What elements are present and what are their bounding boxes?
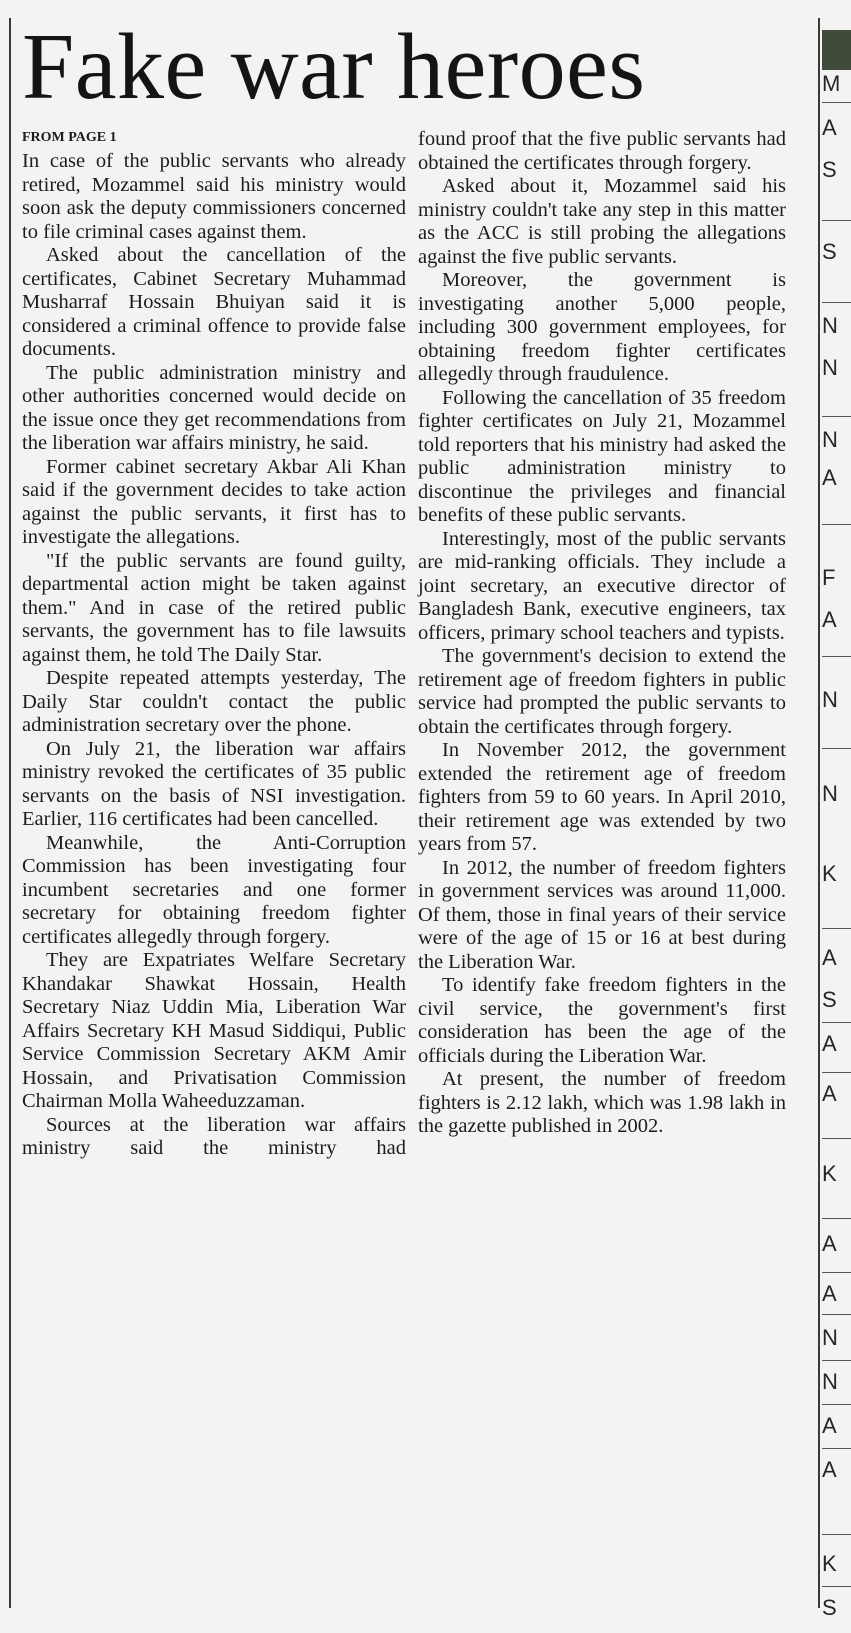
paragraph: Meanwhile, the Anti-Corruption Commission has been investigating four incumbent secretaries and one former secretary for obtaining freedom fighter certificates allegedly through forgery. (22, 831, 406, 948)
sidebar-letter: S (822, 239, 837, 264)
sidebar-letter: K (822, 1551, 837, 1576)
sidebar-letter: A (822, 945, 837, 970)
paragraph: The government's decision to extend the retirement age of freedom fighters in public service had prompted the public servants to obtain the certificates through forgery. (418, 645, 786, 738)
sidebar-rule (822, 656, 851, 657)
sidebar-header-block (822, 30, 851, 70)
sidebar-rule (822, 1404, 851, 1405)
paragraph: They are Expatriates Welfare Secretary Khandakar Shawkat Hossain, Health Secretary Niaz Uddin Mia, Liberation War Affairs Secretary KH Masud Siddiqui, Public Service Commission Secretary AKM Amir Hossain, and Privatisation Commission Chairman Molla Waheeduzzaman. (22, 949, 406, 1112)
sidebar-letter: M (822, 71, 841, 96)
sidebar-rule (822, 748, 851, 749)
sidebar-letter: A (822, 465, 837, 490)
sidebar-letter: A (822, 1231, 837, 1256)
sidebar-letter: N (822, 781, 838, 806)
paragraph: Sources at the liberation war affairs ministry said the ministry had (22, 1113, 406, 1159)
sidebar-rule (822, 1314, 851, 1315)
paragraph: The public administration ministry and other authorities concerned would decide on the issue once they get recommendations from the liberation war affairs ministry, he said. (22, 361, 406, 454)
article-column-1 (22, 150, 406, 1161)
neighbor-column-strip (822, 18, 851, 1633)
sidebar-rule (822, 416, 851, 417)
sidebar-letter: S (822, 1595, 837, 1620)
paragraph: Despite repeated attempts yesterday, The Daily Star couldn't contact the public administration secretary over the phone. (22, 667, 406, 736)
sidebar-letter: A (822, 1281, 837, 1306)
paragraph: Asked about it, Mozammel said his ministry couldn't take any step in this matter as the ACC is still probing the allegations against the five public servants. (418, 175, 786, 268)
sidebar-rule (822, 1360, 851, 1361)
sidebar-letter: A (822, 607, 837, 632)
sidebar-rule (822, 1022, 851, 1023)
paragraph: Moreover, the government is investigating another 5,000 people, including 300 government employees, for obtaining freedom fighter certificates allegedly through fraudulence. (418, 269, 786, 385)
sidebar-rule (822, 1138, 851, 1139)
sidebar-letter: K (822, 861, 837, 886)
paragraph: To identify fake freedom fighters in the civil service, the government's first consideration has been the age of the officials during the Liberation War. (418, 974, 786, 1067)
sidebar-letter: N (822, 427, 838, 452)
sidebar-rule (822, 220, 851, 221)
paragraph: Asked about the cancellation of the certificates, Cabinet Secretary Muhammad Musharraf Hossain Bhuiyan said it is considered a criminal offence to provide false documents. (22, 244, 406, 360)
sidebar-rule (822, 928, 851, 929)
sidebar-letter: F (822, 565, 836, 590)
paragraph: In case of the public servants who already retired, Mozammel said his ministry would soon ask the deputy commissioners concerned to file criminal cases against them. (22, 150, 406, 243)
sidebar-rule (822, 1072, 851, 1073)
sidebar-rule (822, 1218, 851, 1219)
paragraph: Former cabinet secretary Akbar Ali Khan said if the government decides to take action against the public servants, it first has to investigate the allegations. (22, 455, 406, 548)
sidebar-letter: A (822, 1081, 837, 1106)
sidebar-letter: A (822, 1413, 837, 1438)
sidebar-letter: S (822, 157, 837, 182)
sidebar-letter: A (822, 115, 837, 140)
sidebar-letter: S (822, 987, 837, 1012)
left-column-rule (9, 18, 11, 1608)
paragraph: "If the public servants are found guilty, departmental action might be taken against them." And in case of the retired public servants, the government has to file lawsuits against them, he told The Daily Star. (22, 549, 406, 666)
sidebar-letter: A (822, 1457, 837, 1482)
paragraph: Interestingly, most of the public servants are mid-ranking officials. They include a joint secretary, an executive director of Bangladesh Bank, executive engineers, tax officers, primary school teachers and typists. (418, 527, 786, 644)
right-column-rule (818, 18, 820, 1608)
paragraph: In 2012, the number of freedom fighters in government services was around 11,000. Of them, those in final years of their service were of the age of 15 or 16 at best during the Liberation War. (418, 856, 786, 973)
sidebar-rule (822, 302, 851, 303)
sidebar-letter: N (822, 313, 838, 338)
sidebar-rule (822, 1586, 851, 1587)
sidebar-rule (822, 1534, 851, 1535)
sidebar-letter: K (822, 1161, 837, 1186)
paragraph: found proof that the five public servants had obtained the certificates through forgery. (418, 128, 786, 174)
sidebar-rule (822, 524, 851, 525)
paragraph: In November 2012, the government extended the retirement age of freedom fighters from 59 to 60 years. In April 2010, their retirement age was extended by two years from 57. (418, 739, 786, 855)
paragraph: On July 21, the liberation war affairs ministry revoked the certificates of 35 public servants on the basis of NSI investigation. Earlier, 116 certificates had been cancelled. (22, 737, 406, 830)
paragraph: At present, the number of freedom fighters is 2.12 lakh, which was 1.98 lakh in the gazette published in 2002. (418, 1068, 786, 1137)
sidebar-letter: A (822, 1031, 837, 1056)
sidebar-rule (822, 102, 851, 103)
sidebar-rule (822, 1272, 851, 1273)
sidebar-letter: N (822, 687, 838, 712)
article-column-2 (418, 128, 786, 1139)
headline: Fake war heroes (22, 15, 646, 119)
paragraph: Following the cancellation of 35 freedom fighter certificates on July 21, Mozammel told reporters that his ministry had asked the public administration ministry to discontinue the privileges and financial benefits of these public servants. (418, 386, 786, 526)
sidebar-letter: N (822, 355, 838, 380)
sidebar-letter: N (822, 1369, 838, 1394)
sidebar-letter: N (822, 1325, 838, 1350)
continuation-label: FROM PAGE 1 (22, 130, 117, 145)
sidebar-rule (822, 1448, 851, 1449)
